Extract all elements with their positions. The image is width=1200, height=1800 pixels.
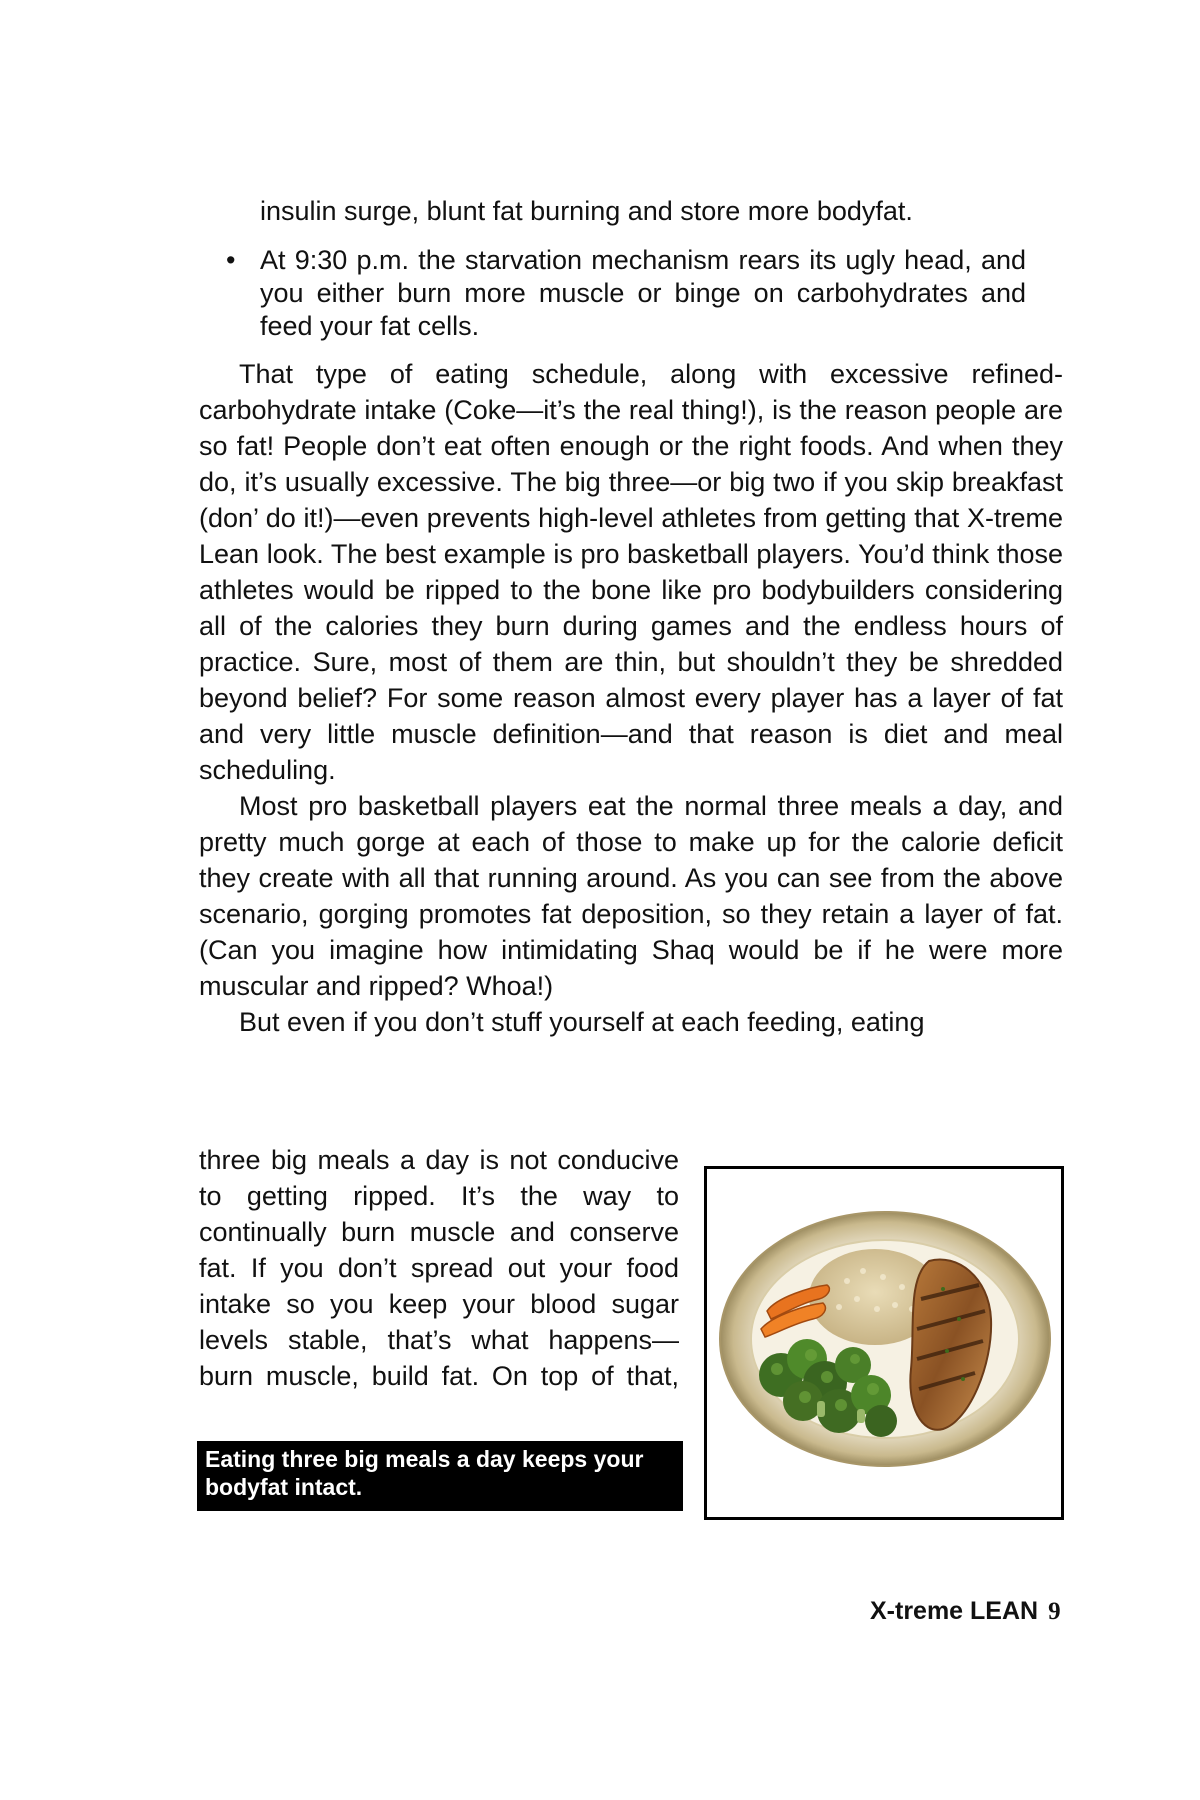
bullet-marker: •	[226, 245, 236, 275]
continuation-line: insulin surge, blunt fat burning and store more bodyfat.	[260, 196, 913, 226]
bullet-item	[226, 244, 1026, 343]
paragraph: But even if you don’t stuff yourself at each feeding, eating	[239, 1007, 925, 1037]
figure-caption: Eating three big meals a day keeps your bodyfat intact.	[197, 1441, 683, 1511]
page-number: 9	[1048, 1598, 1061, 1625]
paragraph: Most pro basketball players eat the normal three meals a day, and pretty much gorge at each of those to make up for the calorie deficit they create with all that running around. As you can see from the above scenario, gorging promotes fat deposition, so they retain a layer of fat. (Can you imagine how intimidating Shaq would be if he were more muscular and ripped? Whoa!)	[199, 791, 1063, 1001]
running-title: X-treme LEAN	[870, 1597, 1039, 1625]
wrapped-paragraph: three big meals a day is not conducive to getting ripped. It’s the way to continually burn muscle and conserve fat. If you don’t spread out your food intake so you keep your blood sugar levels stable, that’s what happens—burn muscle, build fat. On top of that,	[199, 1145, 679, 1391]
plate-of-food-photo	[704, 1166, 1064, 1520]
body-text	[199, 356, 1063, 1040]
bullet-text: At 9:30 p.m. the starvation mechanism rears its ugly head, and you either burn more muscle or binge on carbohydrates and feed your fat cells.	[260, 245, 1026, 341]
plate-illustration	[707, 1169, 1061, 1517]
paragraph: That type of eating schedule, along with excessive refined-carbohydrate intake (Coke—it’s the real thing!), is the reason people are so fat! People don’t eat often enough or the right foods. And when they do, it’s usually excessive. The big three—or big two if you skip breakfast (don’ do it!)—even prevents high-level athletes from getting that X-treme Lean look. The best example is pro basketball players. You’d think those athletes would be ripped to the bone like pro bodybuilders considering all of the calories they burn during games and the endless hours of practice. Sure, most of them are thin, but shouldn’t they be shredded beyond belief? For some reason almost every player has a layer of fat and very little muscle definition—and that reason is diet and meal scheduling.	[199, 359, 1063, 785]
wrapped-text-column	[199, 1142, 679, 1394]
page-footer	[870, 1594, 1110, 1628]
